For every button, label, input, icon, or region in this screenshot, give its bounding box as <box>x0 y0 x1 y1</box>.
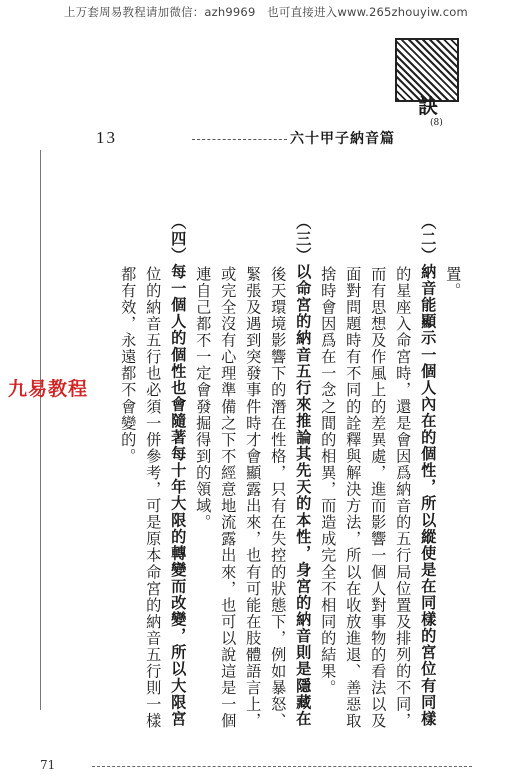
text-column-8: 後天環境影響下的潛在性格，只有在失控的狀態下，例如暴怒、 <box>269 266 288 730</box>
bottom-divider <box>92 766 472 767</box>
text-column-13: 位的納音五行也必須一併參考，可是原本命宮的納音五行則一樣 <box>144 266 163 730</box>
text-column-7: （三）以命宮的納音五行來推論其先天的本性，身宮的納音則是隱藏在 <box>294 214 313 728</box>
text-column-9: 緊張及遇到突發事件時才會顯露出來，也有可能在肢體語言上， <box>244 266 263 730</box>
text-column-12: （四）每一個人的個性也會隨著每十年大限的轉變而改變，所以大限宮 <box>169 214 188 728</box>
text-column-1: 置。 <box>444 266 463 300</box>
top-banner: 上万套周易教程请加微信：azh9969 也可直接进入www.265zhouyiw.com <box>64 5 468 19</box>
header-divider <box>192 139 287 140</box>
logo-subscript: (8) <box>430 118 443 128</box>
text-column-3: 的星座入命宮時，還是會因爲納音的五行局位置及排列的不同， <box>394 266 413 730</box>
text-column-4: 而有思想及作風上的差異處，進而影響一個人對事物的看法以及 <box>369 266 388 730</box>
text-column-6: 捨時會因爲在一念之間的相異，而造成完全不相同的結果。 <box>319 266 338 697</box>
margin-rule <box>40 150 41 710</box>
page-number: 13 <box>96 128 117 147</box>
text-column-11: 連自己都不一定會發掘得到的領域。 <box>194 266 213 531</box>
bottom-page-mark: 71 <box>40 758 56 772</box>
text-column-14: 都有效，永遠都不會變的。 <box>119 266 138 465</box>
logo-character: 訣 <box>418 94 438 118</box>
text-column-5: 面對問題時有不同的詮釋與解決方法，所以在收放進退、善惡取 <box>344 266 363 730</box>
text-column-10: 或完全沒有心理準備之下不經意地流露出來，也可以說這是一個 <box>219 266 238 730</box>
chapter-title: 六十甲子納音篇 <box>290 131 395 147</box>
text-column-2: （二）納音能顯示一個人內在的個性，所以縱使是在同樣的宮位有同樣 <box>419 214 438 728</box>
watermark-label: 九易教程 <box>8 378 89 400</box>
